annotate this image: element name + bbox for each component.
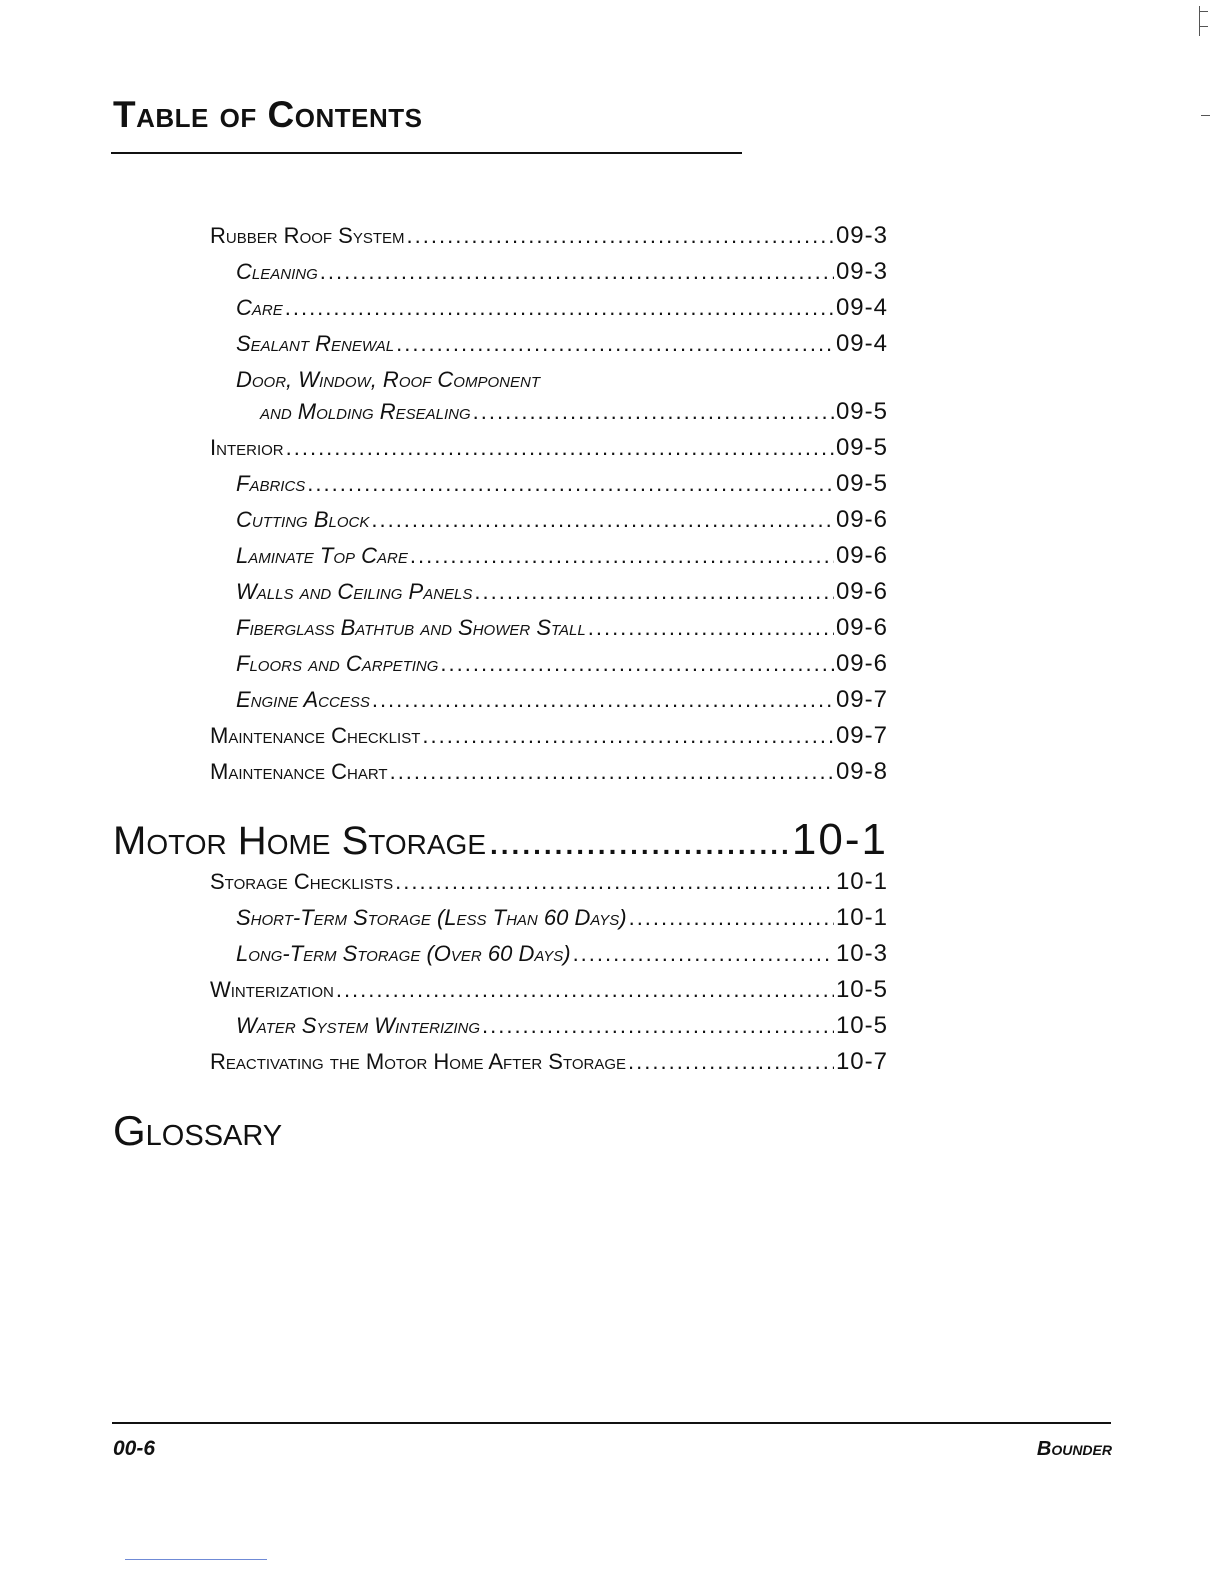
footer-page-number: 00-6 [113, 1437, 156, 1460]
toc-entry-maintenance-checklist[interactable] [210, 718, 888, 754]
toc-entry-page: 09-7 [835, 722, 888, 749]
title-divider [111, 152, 742, 154]
toc-entry-short-term-storage[interactable] [236, 900, 888, 936]
toc-entry-page: 10-5 [835, 976, 888, 1003]
toc-entry-water-system-winterizing[interactable] [236, 1008, 888, 1044]
leader-dots [628, 1044, 834, 1080]
leader-dots [307, 466, 834, 502]
toc-entry-cutting-block[interactable] [236, 502, 888, 538]
toc-entry-label: Cleaning [236, 259, 318, 284]
toc-entry-label: Fabrics [236, 471, 306, 496]
toc-entry-label: Sealant Renewal [236, 331, 395, 356]
leader-dots [490, 820, 788, 870]
leader-dots [440, 646, 834, 682]
toc-entry-page: 09-4 [835, 330, 888, 357]
leader-dots [286, 430, 834, 466]
footer-brand: Bounder [1036, 1438, 1112, 1460]
toc-entry-label: Reactivating the Motor Home After Storage [210, 1049, 627, 1074]
leader-dots [336, 972, 834, 1008]
page-title: Table of Contents [113, 94, 423, 135]
toc-entry-fiberglass-bathtub[interactable] [236, 610, 888, 646]
toc-entry-page: 09-3 [835, 222, 888, 249]
toc-entry-label: Winterization [210, 977, 334, 1002]
leader-dots [371, 502, 834, 538]
toc-entry-cleaning[interactable] [236, 254, 888, 290]
leader-dots [407, 218, 834, 254]
leader-dots [573, 936, 834, 972]
toc-entry-page: 09-5 [835, 470, 888, 497]
toc-chapter-page: 10-1 [791, 815, 888, 864]
toc-entry-floors-carpeting[interactable] [236, 646, 888, 682]
toc-entry-label: Water System Winterizing [236, 1013, 480, 1038]
toc-entry-label: Engine Access [236, 687, 370, 712]
toc-entry-care[interactable] [236, 290, 888, 326]
toc-entry-maintenance-chart[interactable] [210, 754, 888, 790]
toc-entry-page: 10-7 [835, 1048, 888, 1075]
toc-entry-laminate-top-care[interactable] [236, 538, 888, 574]
toc-entry-sealant-renewal[interactable] [236, 326, 888, 362]
toc-entry-winterization[interactable] [210, 972, 888, 1008]
leader-dots [390, 754, 834, 790]
toc-entry-label: Maintenance Checklist [210, 723, 421, 748]
toc-entry-label: Storage Checklists [210, 869, 394, 894]
toc-entry-reactivating[interactable] [210, 1044, 888, 1080]
toc-entry-molding-resealing[interactable] [260, 394, 888, 430]
leader-dots [422, 718, 834, 754]
toc-entry-label: Interior [210, 435, 284, 460]
toc-entry-label: Maintenance Chart [210, 759, 388, 784]
toc-entry-page: 09-6 [835, 542, 888, 569]
footer-divider [112, 1422, 1111, 1424]
toc-entry-page: 09-4 [835, 294, 888, 321]
toc-entry-interior[interactable] [210, 430, 888, 466]
toc-entry-engine-access[interactable] [236, 682, 888, 718]
leader-dots [320, 254, 834, 290]
toc-entry-page: 09-7 [835, 686, 888, 713]
toc-entry-label: Laminate Top Care [236, 543, 408, 568]
leader-dots [629, 900, 834, 936]
scan-edge-mark [1199, 6, 1210, 36]
toc-entry-storage-checklists[interactable] [210, 864, 888, 900]
toc-entry-label: Long-Term Storage (Over 60 Days) [236, 941, 571, 966]
toc-entry-label: Rubber Roof System [210, 223, 405, 248]
leader-dots [482, 1008, 834, 1044]
leader-dots [396, 326, 834, 362]
toc-entry-page: 09-5 [835, 434, 888, 461]
toc-entry-page: 09-3 [835, 258, 888, 285]
leader-dots [474, 574, 834, 610]
toc-entry-door-window-line1[interactable]: Door, Window, Roof Component [236, 367, 540, 392]
leader-dots [410, 538, 834, 574]
leader-dots [395, 864, 834, 900]
toc-entry-label: Short-Term Storage (Less Than 60 Days) [236, 905, 627, 930]
toc-entry-page: 10-1 [835, 904, 888, 931]
scan-edge-tick [1201, 115, 1210, 116]
toc-entry-rubber-roof-system[interactable] [210, 218, 888, 254]
toc-chapter-glossary[interactable]: Glossary [113, 1107, 283, 1154]
toc-chapter-label: Motor Home Storage [113, 819, 486, 863]
toc-entry-page: 09-5 [835, 398, 888, 425]
toc-entry-page: 09-6 [835, 614, 888, 641]
toc-entry-label: Floors and Carpeting [236, 651, 439, 676]
toc-entry-page: 10-1 [835, 868, 888, 895]
leader-dots [372, 682, 834, 718]
toc-entry-walls-ceiling[interactable] [236, 574, 888, 610]
toc-chapter-motor-home-storage[interactable] [113, 815, 888, 870]
toc-entry-page: 09-6 [835, 506, 888, 533]
toc-entry-label: Cutting Block [236, 507, 370, 532]
bottom-link-underline [125, 1559, 267, 1560]
toc-entry-page: 09-6 [835, 650, 888, 677]
toc-entry-label: and Molding Resealing [260, 399, 471, 424]
toc-entry-page: 10-3 [835, 940, 888, 967]
toc-entry-page: 10-5 [835, 1012, 888, 1039]
leader-dots [473, 394, 834, 430]
toc-entry-long-term-storage[interactable] [236, 936, 888, 972]
toc-entry-page: 09-6 [835, 578, 888, 605]
toc-entry-fabrics[interactable] [236, 466, 888, 502]
leader-dots [588, 610, 834, 646]
toc-entry-label: Walls and Ceiling Panels [236, 579, 473, 604]
leader-dots [285, 290, 834, 326]
toc-entry-page: 09-8 [835, 758, 888, 785]
toc-entry-label: Fiberglass Bathtub and Shower Stall [236, 615, 586, 640]
toc-entry-label: Care [236, 295, 283, 320]
